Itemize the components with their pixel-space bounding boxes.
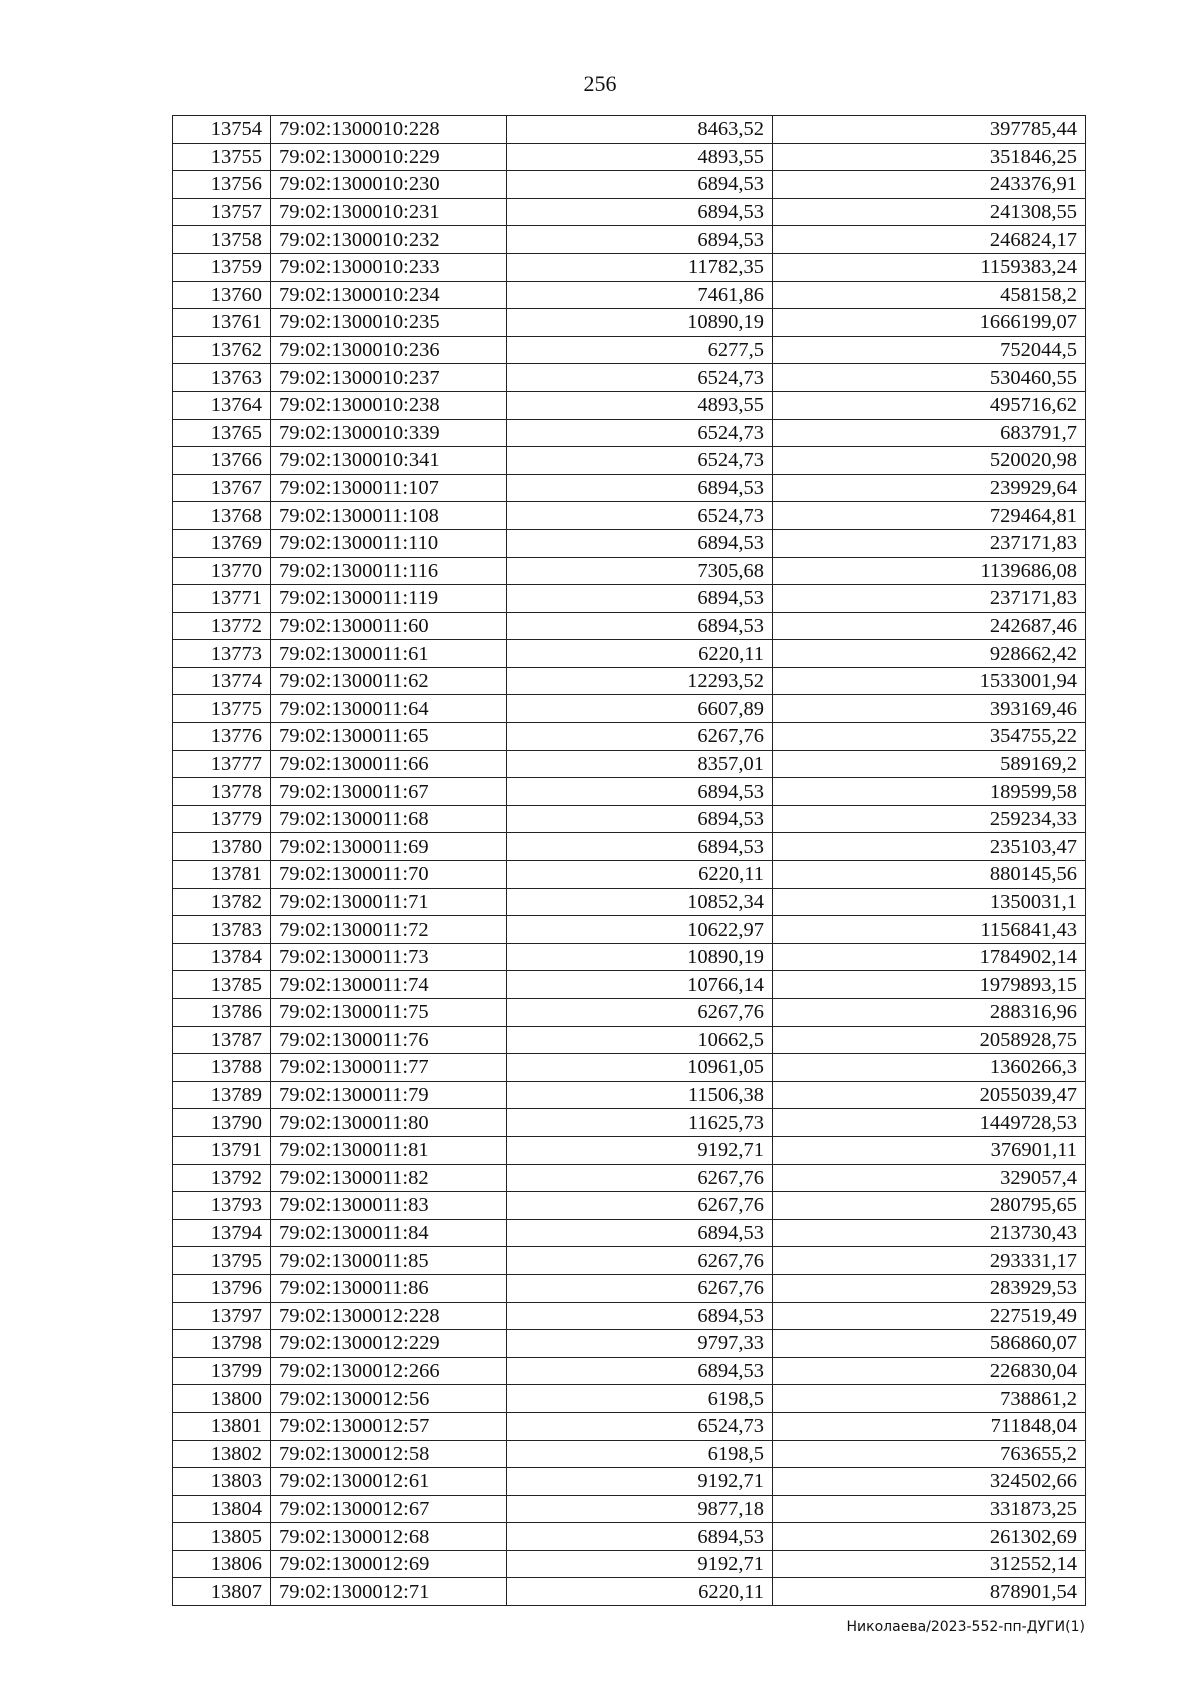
cost-cell: 246824,17 [773,226,1086,254]
area-cell: 10852,34 [507,888,773,916]
row-number-cell: 13793 [173,1192,271,1220]
row-number-cell: 13799 [173,1357,271,1385]
table-row [173,1219,1086,1247]
cost-cell: 312552,14 [773,1550,1086,1578]
row-number-cell: 13800 [173,1385,271,1413]
cost-cell: 1350031,1 [773,888,1086,916]
area-cell: 6894,53 [507,529,773,557]
cost-cell: 239929,64 [773,474,1086,502]
cost-cell: 589169,2 [773,750,1086,778]
cost-cell: 1784902,14 [773,943,1086,971]
area-cell: 6894,53 [507,1219,773,1247]
row-number-cell: 13754 [173,116,271,144]
row-number-cell: 13777 [173,750,271,778]
table-row [173,640,1086,668]
row-number-cell: 13755 [173,143,271,171]
area-cell: 6277,5 [507,336,773,364]
table-row [173,750,1086,778]
cadastral-number-cell: 79:02:1300010:237 [271,364,507,392]
row-number-cell: 13786 [173,999,271,1027]
document-reference: Николаева/2023-552-пп-ДУГИ(1) [846,1619,1085,1635]
area-cell: 6198,5 [507,1440,773,1468]
cadastral-number-cell: 79:02:1300011:69 [271,833,507,861]
cadastral-number-cell: 79:02:1300011:76 [271,1026,507,1054]
area-cell: 10890,19 [507,943,773,971]
cadastral-number-cell: 79:02:1300011:71 [271,888,507,916]
row-number-cell: 13772 [173,612,271,640]
area-cell: 6894,53 [507,226,773,254]
area-cell: 11782,35 [507,253,773,281]
table-row [173,1192,1086,1220]
cost-cell: 878901,54 [773,1578,1086,1606]
cadastral-number-cell: 79:02:1300010:235 [271,309,507,337]
table-row [173,1274,1086,1302]
area-cell: 8463,52 [507,116,773,144]
cost-cell: 1139686,08 [773,557,1086,585]
table-row [173,667,1086,695]
cost-cell: 586860,07 [773,1330,1086,1358]
area-cell: 6267,76 [507,1164,773,1192]
table-row [173,916,1086,944]
cost-cell: 293331,17 [773,1247,1086,1275]
table-row [173,198,1086,226]
cadastral-number-cell: 79:02:1300012:266 [271,1357,507,1385]
cadastral-number-cell: 79:02:1300011:73 [271,943,507,971]
row-number-cell: 13767 [173,474,271,502]
table-row [173,143,1086,171]
table-row [173,1412,1086,1440]
row-number-cell: 13783 [173,916,271,944]
table-row [173,585,1086,613]
table-row [173,1523,1086,1551]
table-row [173,557,1086,585]
cost-cell: 242687,46 [773,612,1086,640]
cost-cell: 1360266,3 [773,1054,1086,1082]
area-cell: 6607,89 [507,695,773,723]
area-cell: 6894,53 [507,833,773,861]
row-number-cell: 13769 [173,529,271,557]
table-row [173,474,1086,502]
table-row [173,502,1086,530]
row-number-cell: 13790 [173,1109,271,1137]
cost-cell: 520020,98 [773,447,1086,475]
row-number-cell: 13764 [173,391,271,419]
cadastral-number-cell: 79:02:1300011:85 [271,1247,507,1275]
row-number-cell: 13792 [173,1164,271,1192]
area-cell: 6894,53 [507,1302,773,1330]
cost-cell: 237171,83 [773,585,1086,613]
cadastral-number-cell: 79:02:1300010:341 [271,447,507,475]
table-row [173,1026,1086,1054]
cost-cell: 241308,55 [773,198,1086,226]
table-row [173,971,1086,999]
table-row [173,999,1086,1027]
area-cell: 6220,11 [507,1578,773,1606]
cost-cell: 1533001,94 [773,667,1086,695]
table-row [173,1440,1086,1468]
row-number-cell: 13770 [173,557,271,585]
cadastral-number-cell: 79:02:1300011:72 [271,916,507,944]
table-row [173,1164,1086,1192]
row-number-cell: 13804 [173,1495,271,1523]
cost-cell: 283929,53 [773,1274,1086,1302]
cadastral-number-cell: 79:02:1300011:77 [271,1054,507,1082]
area-cell: 10622,97 [507,916,773,944]
area-cell: 6894,53 [507,778,773,806]
table-row [173,778,1086,806]
cadastral-number-cell: 79:02:1300012:58 [271,1440,507,1468]
row-number-cell: 13805 [173,1523,271,1551]
row-number-cell: 13757 [173,198,271,226]
area-cell: 10961,05 [507,1054,773,1082]
area-cell: 6894,53 [507,171,773,199]
cost-cell: 397785,44 [773,116,1086,144]
cadastral-number-cell: 79:02:1300012:69 [271,1550,507,1578]
cost-cell: 1666199,07 [773,309,1086,337]
cadastral-number-cell: 79:02:1300011:60 [271,612,507,640]
area-cell: 6267,76 [507,1192,773,1220]
cost-cell: 1449728,53 [773,1109,1086,1137]
cost-cell: 259234,33 [773,805,1086,833]
cadastral-number-cell: 79:02:1300011:116 [271,557,507,585]
row-number-cell: 13780 [173,833,271,861]
cost-cell: 324502,66 [773,1468,1086,1496]
cadastral-number-cell: 79:02:1300012:56 [271,1385,507,1413]
area-cell: 6524,73 [507,364,773,392]
cadastral-number-cell: 79:02:1300011:68 [271,805,507,833]
row-number-cell: 13798 [173,1330,271,1358]
cadastral-number-cell: 79:02:1300012:228 [271,1302,507,1330]
area-cell: 6894,53 [507,198,773,226]
table-row [173,833,1086,861]
cost-cell: 458158,2 [773,281,1086,309]
row-number-cell: 13807 [173,1578,271,1606]
row-number-cell: 13801 [173,1412,271,1440]
table-row [173,1550,1086,1578]
row-number-cell: 13760 [173,281,271,309]
cost-cell: 530460,55 [773,364,1086,392]
table-row [173,391,1086,419]
cost-cell: 237171,83 [773,529,1086,557]
cadastral-number-cell: 79:02:1300011:110 [271,529,507,557]
cadastral-number-cell: 79:02:1300011:61 [271,640,507,668]
table-row [173,1357,1086,1385]
cadastral-number-cell: 79:02:1300012:229 [271,1330,507,1358]
table-row [173,1109,1086,1137]
cadastral-number-cell: 79:02:1300011:83 [271,1192,507,1220]
row-number-cell: 13756 [173,171,271,199]
cost-cell: 1159383,24 [773,253,1086,281]
table-row [173,336,1086,364]
row-number-cell: 13802 [173,1440,271,1468]
row-number-cell: 13794 [173,1219,271,1247]
area-cell: 6524,73 [507,1412,773,1440]
cost-cell: 711848,04 [773,1412,1086,1440]
row-number-cell: 13766 [173,447,271,475]
row-number-cell: 13761 [173,309,271,337]
table-row [173,447,1086,475]
cost-cell: 880145,56 [773,861,1086,889]
table-row [173,116,1086,144]
table-row [173,253,1086,281]
row-number-cell: 13776 [173,723,271,751]
cadastral-number-cell: 79:02:1300011:65 [271,723,507,751]
cadastral-number-cell: 79:02:1300011:74 [271,971,507,999]
table-row [173,364,1086,392]
cadastral-number-cell: 79:02:1300010:232 [271,226,507,254]
cadastral-number-cell: 79:02:1300012:68 [271,1523,507,1551]
cadastral-number-cell: 79:02:1300010:229 [271,143,507,171]
row-number-cell: 13787 [173,1026,271,1054]
cadastral-number-cell: 79:02:1300012:67 [271,1495,507,1523]
cost-cell: 376901,11 [773,1136,1086,1164]
row-number-cell: 13795 [173,1247,271,1275]
table-row [173,1136,1086,1164]
cost-cell: 763655,2 [773,1440,1086,1468]
cadastral-number-cell: 79:02:1300011:108 [271,502,507,530]
cadastral-number-cell: 79:02:1300012:71 [271,1578,507,1606]
table-row [173,529,1086,557]
row-number-cell: 13759 [173,253,271,281]
row-number-cell: 13768 [173,502,271,530]
table-row [173,888,1086,916]
area-cell: 6220,11 [507,640,773,668]
cadastral-number-cell: 79:02:1300012:61 [271,1468,507,1496]
area-cell: 7461,86 [507,281,773,309]
area-cell: 4893,55 [507,143,773,171]
row-number-cell: 13773 [173,640,271,668]
table-row [173,226,1086,254]
cost-cell: 226830,04 [773,1357,1086,1385]
cadastral-number-cell: 79:02:1300010:236 [271,336,507,364]
cadastral-number-cell: 79:02:1300011:80 [271,1109,507,1137]
cost-cell: 243376,91 [773,171,1086,199]
area-cell: 10662,5 [507,1026,773,1054]
cadastral-number-cell: 79:02:1300011:64 [271,695,507,723]
area-cell: 12293,52 [507,667,773,695]
cost-cell: 1156841,43 [773,916,1086,944]
cost-cell: 393169,46 [773,695,1086,723]
area-cell: 9797,33 [507,1330,773,1358]
cadastral-number-cell: 79:02:1300010:238 [271,391,507,419]
row-number-cell: 13784 [173,943,271,971]
area-cell: 6267,76 [507,999,773,1027]
cost-cell: 189599,58 [773,778,1086,806]
cost-cell: 752044,5 [773,336,1086,364]
cost-cell: 213730,43 [773,1219,1086,1247]
cadastral-number-cell: 79:02:1300011:82 [271,1164,507,1192]
row-number-cell: 13782 [173,888,271,916]
area-cell: 7305,68 [507,557,773,585]
row-number-cell: 13763 [173,364,271,392]
table-row [173,1330,1086,1358]
cadastral-number-cell: 79:02:1300010:234 [271,281,507,309]
cadastral-number-cell: 79:02:1300011:81 [271,1136,507,1164]
area-cell: 6894,53 [507,805,773,833]
row-number-cell: 13806 [173,1550,271,1578]
area-cell: 9877,18 [507,1495,773,1523]
area-cell: 11625,73 [507,1109,773,1137]
cost-cell: 2055039,47 [773,1081,1086,1109]
cost-cell: 329057,4 [773,1164,1086,1192]
row-number-cell: 13765 [173,419,271,447]
cadastral-number-cell: 79:02:1300011:86 [271,1274,507,1302]
registry-table-body [173,116,1086,1606]
row-number-cell: 13762 [173,336,271,364]
row-number-cell: 13789 [173,1081,271,1109]
area-cell: 6524,73 [507,447,773,475]
table-row [173,1495,1086,1523]
table-row [173,171,1086,199]
area-cell: 9192,71 [507,1468,773,1496]
area-cell: 4893,55 [507,391,773,419]
table-row [173,943,1086,971]
cost-cell: 235103,47 [773,833,1086,861]
area-cell: 11506,38 [507,1081,773,1109]
row-number-cell: 13758 [173,226,271,254]
table-row [173,1054,1086,1082]
row-number-cell: 13785 [173,971,271,999]
row-number-cell: 13771 [173,585,271,613]
cadastral-number-cell: 79:02:1300010:233 [271,253,507,281]
area-cell: 9192,71 [507,1550,773,1578]
cadastral-number-cell: 79:02:1300011:119 [271,585,507,613]
area-cell: 6894,53 [507,474,773,502]
table-row [173,1578,1086,1606]
cost-cell: 729464,81 [773,502,1086,530]
table-row [173,805,1086,833]
table-row [173,723,1086,751]
cadastral-number-cell: 79:02:1300011:67 [271,778,507,806]
row-number-cell: 13803 [173,1468,271,1496]
registry-table [172,115,1086,1606]
cost-cell: 351846,25 [773,143,1086,171]
cadastral-number-cell: 79:02:1300011:107 [271,474,507,502]
area-cell: 6894,53 [507,1357,773,1385]
cost-cell: 280795,65 [773,1192,1086,1220]
area-cell: 8357,01 [507,750,773,778]
row-number-cell: 13788 [173,1054,271,1082]
table-row [173,1081,1086,1109]
cost-cell: 354755,22 [773,723,1086,751]
cadastral-number-cell: 79:02:1300011:79 [271,1081,507,1109]
area-cell: 10766,14 [507,971,773,999]
cost-cell: 288316,96 [773,999,1086,1027]
area-cell: 6267,76 [507,1247,773,1275]
row-number-cell: 13791 [173,1136,271,1164]
cost-cell: 2058928,75 [773,1026,1086,1054]
row-number-cell: 13797 [173,1302,271,1330]
cost-cell: 928662,42 [773,640,1086,668]
table-row [173,612,1086,640]
area-cell: 6220,11 [507,861,773,889]
page-number: 256 [583,71,617,96]
cadastral-number-cell: 79:02:1300010:228 [271,116,507,144]
cost-cell: 261302,69 [773,1523,1086,1551]
area-cell: 6267,76 [507,1274,773,1302]
cadastral-number-cell: 79:02:1300011:66 [271,750,507,778]
cadastral-number-cell: 79:02:1300010:230 [271,171,507,199]
area-cell: 6198,5 [507,1385,773,1413]
table-row [173,695,1086,723]
area-cell: 6894,53 [507,585,773,613]
row-number-cell: 13774 [173,667,271,695]
table-row [173,1385,1086,1413]
cost-cell: 331873,25 [773,1495,1086,1523]
cadastral-number-cell: 79:02:1300012:57 [271,1412,507,1440]
area-cell: 10890,19 [507,309,773,337]
cadastral-number-cell: 79:02:1300010:231 [271,198,507,226]
table-row [173,1247,1086,1275]
area-cell: 6894,53 [507,1523,773,1551]
table-row [173,1468,1086,1496]
area-cell: 6894,53 [507,612,773,640]
cost-cell: 1979893,15 [773,971,1086,999]
table-row [173,861,1086,889]
row-number-cell: 13781 [173,861,271,889]
cadastral-number-cell: 79:02:1300010:339 [271,419,507,447]
cadastral-number-cell: 79:02:1300011:62 [271,667,507,695]
cadastral-number-cell: 79:02:1300011:70 [271,861,507,889]
row-number-cell: 13778 [173,778,271,806]
area-cell: 6524,73 [507,419,773,447]
area-cell: 6524,73 [507,502,773,530]
cost-cell: 683791,7 [773,419,1086,447]
cost-cell: 495716,62 [773,391,1086,419]
row-number-cell: 13796 [173,1274,271,1302]
table-row [173,281,1086,309]
area-cell: 6267,76 [507,723,773,751]
row-number-cell: 13775 [173,695,271,723]
table-row [173,309,1086,337]
area-cell: 9192,71 [507,1136,773,1164]
cadastral-number-cell: 79:02:1300011:84 [271,1219,507,1247]
table-row [173,419,1086,447]
cadastral-number-cell: 79:02:1300011:75 [271,999,507,1027]
table-row [173,1302,1086,1330]
cost-cell: 738861,2 [773,1385,1086,1413]
row-number-cell: 13779 [173,805,271,833]
cost-cell: 227519,49 [773,1302,1086,1330]
